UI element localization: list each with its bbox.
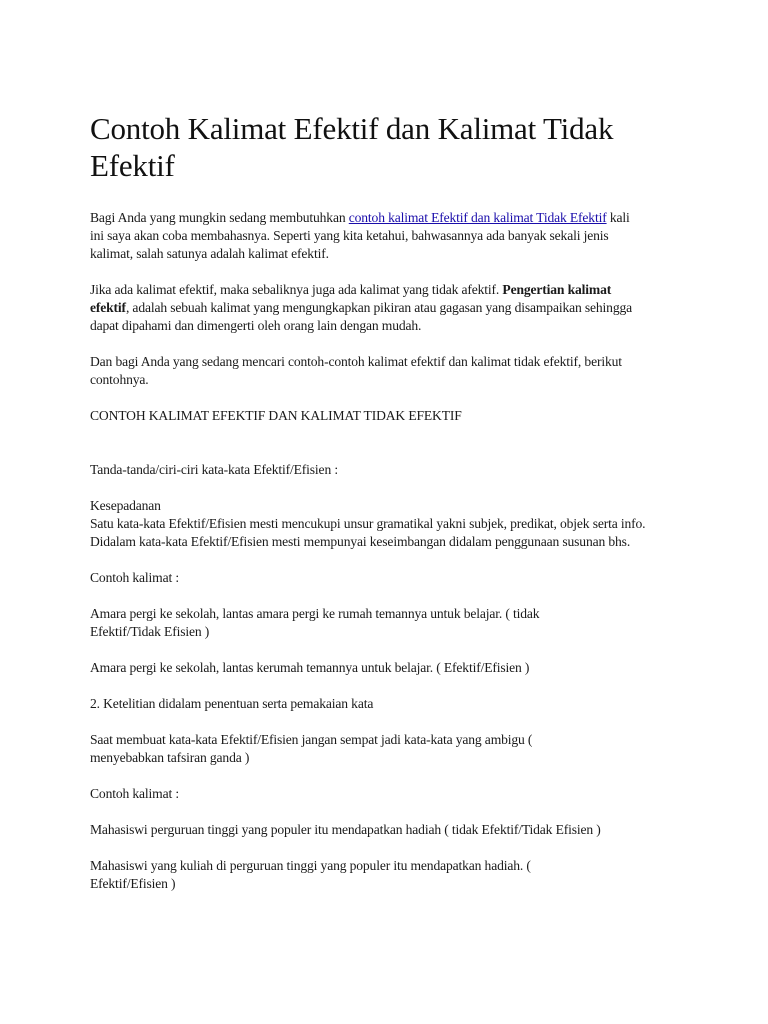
intro-paragraph (90, 209, 638, 263)
intro-text-start: Bagi Anda yang mungkin sedang membutuhkan (90, 210, 349, 225)
example-2a: Mahasiswi perguruan tinggi yang populer itu mendapatkan hadiah ( tidak Efektif/Tidak Efisien ) (90, 822, 601, 837)
intro-text-end: kali ini saya akan coba membahasnya. Seperti yang kita ketahui, bahwasannya ada banyak sekali jenis kalimat, salah satunya adalah kalimat efektif. (90, 210, 630, 261)
point2-body: Saat membuat kata-kata Efektif/Efisien jangan sempat jadi kata-kata yang ambigu ( menyebabkan tafsiran ganda ) (90, 732, 533, 765)
point1-title: Kesepadanan (90, 498, 161, 513)
example-1b: Amara pergi ke sekolah, lantas kerumah temannya untuk belajar. ( Efektif/Efisien ) (90, 660, 530, 675)
traits-heading: Tanda-tanda/ciri-ciri kata-kata Efektif/Efisien : (90, 462, 338, 477)
example-label-2: Contoh kalimat : (90, 786, 179, 801)
example-label-1: Contoh kalimat : (90, 570, 179, 585)
point1-body: Satu kata-kata Efektif/Efisien mesti mencukupi unsur gramatikal yakni subjek, predikat, objek serta info. Didalam kata-kata Efektif/Efisien mesti mempunyai keseimbangan didalam penggunaan susunan bhs. (90, 516, 646, 549)
example-1a: Amara pergi ke sekolah, lantas amara pergi ke rumah temannya untuk belajar. ( tidak Efektif/Tidak Efisien ) (90, 606, 540, 639)
lead-in-paragraph: Dan bagi Anda yang sedang mencari contoh-contoh kalimat efektif dan kalimat tidak efektif, berikut contohnya. (90, 354, 622, 387)
article (90, 110, 690, 893)
definition-text-start: Jika ada kalimat efektif, maka sebaliknya juga ada kalimat yang tidak afektif. (90, 282, 503, 297)
definition-paragraph (90, 281, 638, 335)
article-link[interactable]: contoh kalimat Efektif dan kalimat Tidak Efektif (348, 210, 607, 225)
point2-title: 2. Ketelitian didalam penentuan serta pemakaian kata (90, 696, 374, 711)
definition-term: Pengertian kalimat efektif (90, 282, 612, 315)
definition-text-end: , adalah sebuah kalimat yang mengungkapkan pikiran atau gagasan yang disampaikan sehingga dapat dipahami dan dimengerti oleh orang lain dengan mudah. (90, 300, 633, 333)
article-title: Contoh Kalimat Efektif dan Kalimat Tidak Efektif (90, 111, 614, 183)
example-2b: Mahasiswi yang kuliah di perguruan tinggi yang populer itu mendapatkan hadiah. ( Efektif/Efisien ) (90, 858, 531, 891)
section-heading: CONTOH KALIMAT EFEKTIF DAN KALIMAT TIDAK EFEKTIF (90, 408, 462, 423)
